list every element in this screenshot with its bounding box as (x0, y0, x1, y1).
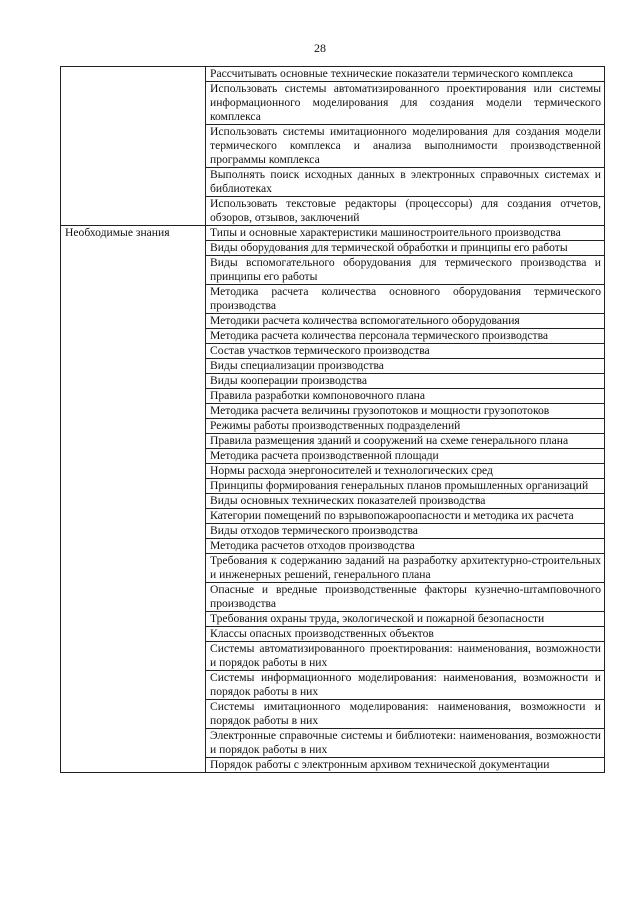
knowledge-item: Опасные и вредные производственные факторы кузнечно-штамповочного производства (206, 583, 605, 612)
knowledge-item: Методика расчета производственной площади (206, 449, 605, 464)
knowledge-item: Виды вспомогательного оборудования для термического производства и принципы его работы (206, 256, 605, 285)
knowledge-label: Необходимые знания (61, 226, 206, 773)
knowledge-item: Системы автоматизированного проектирования: наименования, возможности и порядок работы в них (206, 642, 605, 671)
knowledge-item: Виды кооперации производства (206, 374, 605, 389)
knowledge-item: Требования охраны труда, экологической и пожарной безопасности (206, 612, 605, 627)
skill-item: Использовать текстовые редакторы (процессоры) для создания отчетов, обзоров, отзывов, заключений (206, 197, 605, 226)
table-row (61, 226, 605, 241)
knowledge-item: Типы и основные характеристики машиностроительного производства (206, 226, 605, 241)
knowledge-item: Правила разработки компоновочного плана (206, 389, 605, 404)
knowledge-item: Методика расчета количества основного оборудования термического производства (206, 285, 605, 314)
knowledge-item: Нормы расхода энергоносителей и технологических сред (206, 464, 605, 479)
knowledge-item: Состав участков термического производства (206, 344, 605, 359)
knowledge-item: Виды оборудования для термической обработки и принципы его работы (206, 241, 605, 256)
knowledge-item: Классы опасных производственных объектов (206, 627, 605, 642)
skill-item: Выполнять поиск исходных данных в электронных справочных системах и библиотеках (206, 168, 605, 197)
knowledge-item: Методики расчета количества вспомогательного оборудования (206, 314, 605, 329)
knowledge-item: Системы информационного моделирования: наименования, возможности и порядок работы в них (206, 671, 605, 700)
knowledge-item: Виды отходов термического производства (206, 524, 605, 539)
table-row (61, 67, 605, 82)
skill-item: Использовать системы имитационного моделирования для создания модели термического комплекса и анализа выполнимости производственной программы комплекса (206, 125, 605, 168)
knowledge-item: Принципы формирования генеральных планов промышленных организаций (206, 479, 605, 494)
knowledge-item: Требования к содержанию заданий на разработку архитектурно-строительных и инженерных решений, генерального плана (206, 554, 605, 583)
knowledge-item: Электронные справочные системы и библиотеки: наименования, возможности и порядок работы в них (206, 729, 605, 758)
competency-table (60, 66, 605, 773)
knowledge-item: Режимы работы производственных подразделений (206, 419, 605, 434)
knowledge-item: Виды основных технических показателей производства (206, 494, 605, 509)
knowledge-item: Методика расчета количества персонала термического производства (206, 329, 605, 344)
skills-label-cell (61, 67, 206, 226)
knowledge-item: Категории помещений по взрывопожароопасности и методика их расчета (206, 509, 605, 524)
knowledge-item: Правила размещения зданий и сооружений на схеме генерального плана (206, 434, 605, 449)
knowledge-item: Виды специализации производства (206, 359, 605, 374)
knowledge-item: Порядок работы с электронным архивом технической документации (206, 758, 605, 773)
skill-item: Рассчитывать основные технические показатели термического комплекса (206, 67, 605, 82)
knowledge-item: Системы имитационного моделирования: наименования, возможности и порядок работы в них (206, 700, 605, 729)
skill-item: Использовать системы автоматизированного проектирования или системы информационного моделирования для создания модели термического комплекса (206, 82, 605, 125)
page-number: 28 (314, 41, 326, 55)
knowledge-item: Методика расчета величины грузопотоков и мощности грузопотоков (206, 404, 605, 419)
knowledge-item: Методика расчетов отходов производства (206, 539, 605, 554)
